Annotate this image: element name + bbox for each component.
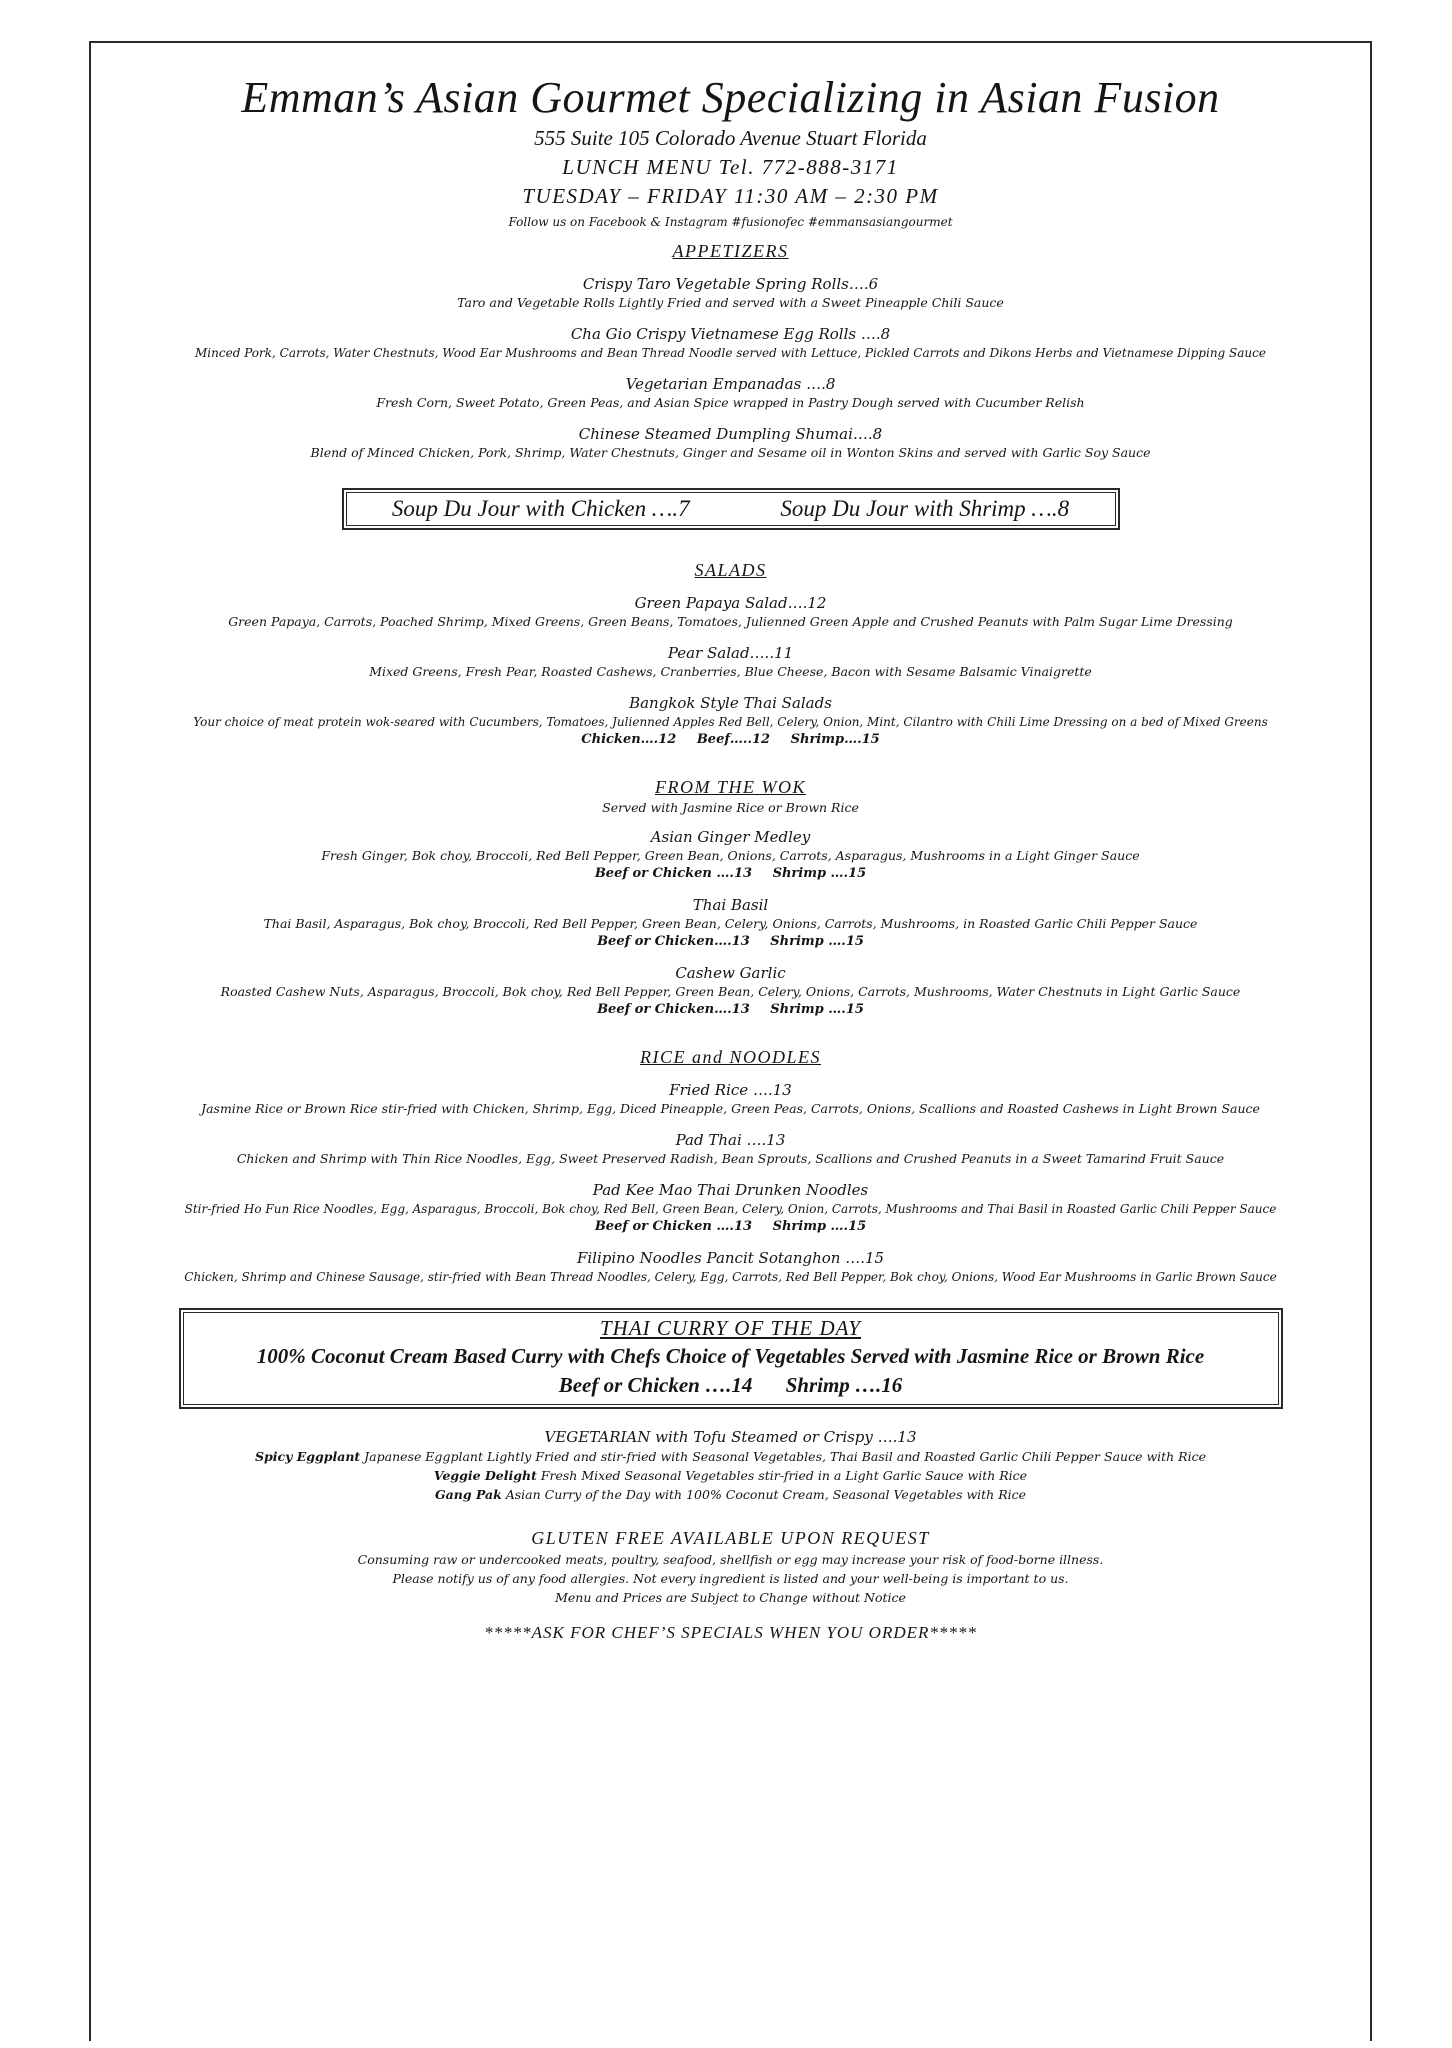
item-description: Jasmine Rice or Brown Rice stir-fried with Chicken, Shrimp, Egg, Diced Pineapple, Green Peas, Carrots, Onions, Scallions and Roasted Cashews in Light Brown Sauce <box>201 1101 1260 1116</box>
item-prices <box>91 1001 1370 1019</box>
price-beef-chicken: Beef or Chicken ….13 <box>594 866 753 881</box>
item-name: Cha Gio Crispy Vietnamese Egg Rolls ….8 <box>570 325 891 343</box>
soup-box <box>342 488 1120 530</box>
item-name: Pad Thai ….13 <box>675 1131 786 1149</box>
item-description: Roasted Cashew Nuts, Asparagus, Broccoli, Bok choy, Red Bell Pepper, Green Bean, Celery, Onions, Carrots, Mushrooms, Water Chestnuts in Light Garlic Sauce <box>220 984 1241 999</box>
item-name: Filipino Noodles Pancit Sotanghon ….15 <box>576 1249 885 1267</box>
price-beef-chicken: Beef or Chicken….13 <box>597 1002 750 1017</box>
item-name: Chinese Steamed Dumpling Shumai….8 <box>578 425 883 443</box>
item-name: Fried Rice ….13 <box>669 1081 792 1099</box>
wok-heading: FROM THE WOK <box>655 777 806 797</box>
menu-item <box>91 425 1370 462</box>
item-name: Asian Ginger Medley <box>650 828 811 846</box>
allergy-notice: Please notify us of any food allergies. Not every ingredient is listed and your well-being is important to us. <box>392 1571 1069 1586</box>
price-shrimp: Shrimp ….15 <box>772 1219 867 1234</box>
menu-item <box>91 694 1370 749</box>
soup-shrimp: Soup Du Jour with Shrimp ….8 <box>780 496 1070 521</box>
price-shrimp: Shrimp….15 <box>790 732 880 747</box>
item-description: Thai Basil, Asparagus, Bok choy, Broccoli, Red Bell Pepper, Green Bean, Celery, Onions, Carrots, Mushrooms, in Roasted Garlic Chili Pepper Sauce <box>263 916 1198 931</box>
price-beef-chicken: Beef or Chicken ….13 <box>594 1219 753 1234</box>
vegetarian-item-text: Asian Curry of the Day with 100% Coconut Cream, Seasonal Vegetables with Rice <box>501 1487 1027 1502</box>
food-safety-notice: Consuming raw or undercooked meats, poultry, seafood, shellfish or egg may increase your risk of food-borne illness. <box>357 1552 1104 1567</box>
menu-item <box>91 644 1370 681</box>
appetizers-heading: APPETIZERS <box>672 241 789 261</box>
vegetarian-item <box>91 1466 1370 1485</box>
menu-item <box>91 1181 1370 1236</box>
vegetarian-heading: VEGETARIAN with Tofu Steamed or Crispy ….13 <box>544 1428 917 1446</box>
price-chicken: Chicken….12 <box>581 732 677 747</box>
price-beef-chicken: Beef or Chicken….13 <box>597 934 750 949</box>
menu-item <box>91 325 1370 362</box>
address: 555 Suite 105 Colorado Avenue Stuart Florida <box>534 126 927 150</box>
price-change-notice: Menu and Prices are Subject to Change without Notice <box>555 1590 906 1605</box>
item-description: Chicken and Shrimp with Thin Rice Noodles, Egg, Sweet Preserved Radish, Bean Sprouts, Scallions and Crushed Peanuts in a Sweet Tamarind Fruit Sauce <box>236 1151 1225 1166</box>
price-shrimp: Shrimp ….15 <box>770 1002 864 1017</box>
price-beef: Beef…..12 <box>696 732 771 747</box>
vegetarian-item <box>91 1447 1370 1466</box>
curry-title: THAI CURRY OF THE DAY <box>600 1316 861 1340</box>
rice-noodles-heading: RICE and NOODLES <box>640 1047 821 1067</box>
item-prices <box>91 865 1370 883</box>
curry-prices <box>184 1371 1278 1400</box>
item-description: Minced Pork, Carrots, Water Chestnuts, Wood Ear Mushrooms and Bean Thread Noodle served with Lettuce, Pickled Carrots and Dikons Herbs and Vietnamese Dipping Sauce <box>195 346 1266 360</box>
menu-telephone: LUNCH MENU Tel. 772-888-3171 <box>562 155 899 179</box>
gluten-free-notice: GLUTEN FREE AVAILABLE UPON REQUEST <box>531 1528 930 1548</box>
menu-item <box>91 964 1370 1019</box>
salads-heading: SALADS <box>694 560 767 580</box>
price-shrimp: Shrimp ….16 <box>785 1373 903 1397</box>
menu-item <box>91 896 1370 951</box>
menu-item <box>91 828 1370 883</box>
item-prices <box>91 1218 1370 1236</box>
item-description: Chicken, Shrimp and Chinese Sausage, stir-fried with Bean Thread Noodles, Celery, Egg, Carrots, Red Bell Pepper, Bok choy, Onions, Wood Ear Mushrooms in Garlic Brown Sauce <box>184 1270 1277 1284</box>
soup-chicken: Soup Du Jour with Chicken ….7 <box>391 496 690 521</box>
item-description: Fresh Ginger, Bok choy, Broccoli, Red Bell Pepper, Green Bean, Onions, Carrots, Asparagus, Mushrooms in a Light Ginger Sauce <box>321 848 1140 863</box>
menu-item <box>91 594 1370 631</box>
item-name: Pad Kee Mao Thai Drunken Noodles <box>592 1181 869 1199</box>
item-name: Crispy Taro Vegetable Spring Rolls….6 <box>582 275 879 293</box>
wok-subtitle: Served with Jasmine Rice or Brown Rice <box>602 800 859 815</box>
item-description: Mixed Greens, Fresh Pear, Roasted Cashews, Cranberries, Blue Cheese, Bacon with Sesame Balsamic Vinaigrette <box>369 664 1092 679</box>
item-name: Bangkok Style Thai Salads <box>629 694 832 712</box>
vegetarian-item <box>91 1485 1370 1504</box>
item-name: Cashew Garlic <box>675 964 786 982</box>
menu-item <box>91 375 1370 412</box>
restaurant-title: Emman’s Asian Gourmet Specializing in Asian Fusion <box>241 73 1220 122</box>
lunch-menu <box>91 44 1370 1643</box>
price-beef-chicken: Beef or Chicken ….14 <box>558 1373 753 1397</box>
item-name: Pear Salad…..11 <box>667 644 794 662</box>
item-description: Taro and Vegetable Rolls Lightly Fried and served with a Sweet Pineapple Chili Sauce <box>457 295 1004 310</box>
thai-curry-box <box>179 1308 1283 1409</box>
item-prices <box>91 731 1370 749</box>
price-shrimp: Shrimp ….15 <box>772 866 867 881</box>
item-description: Fresh Corn, Sweet Potato, Green Peas, and Asian Spice wrapped in Pastry Dough served with Cucumber Relish <box>376 395 1085 410</box>
vegetarian-item-label: Veggie Delight <box>433 1468 537 1483</box>
chef-specials-callout: *****ASK FOR CHEF’S SPECIALS WHEN YOU ORDER***** <box>484 1623 977 1642</box>
item-description: Stir-fried Ho Fun Rice Noodles, Egg, Asparagus, Broccoli, Bok choy, Red Bell, Green Bean, Celery, Onion, Carrots, Mushrooms and Thai Basil in Roasted Garlic Chili Pepper Sauce <box>184 1202 1277 1216</box>
item-name: Green Papaya Salad….12 <box>634 594 827 612</box>
item-description: Green Papaya, Carrots, Poached Shrimp, Mixed Greens, Green Beans, Tomatoes, Julienned Green Apple and Crushed Peanuts with Palm Sugar Lime Dressing <box>228 614 1233 629</box>
curry-description: 100% Coconut Cream Based Curry with Chefs Choice of Vegetables Served with Jasmine Rice or Brown Rice <box>256 1344 1205 1368</box>
social-follow: Follow us on Facebook & Instagram #fusionofec #emmansasiangourmet <box>508 215 953 229</box>
price-shrimp: Shrimp ….15 <box>770 934 864 949</box>
item-description: Blend of Minced Chicken, Pork, Shrimp, Water Chestnuts, Ginger and Sesame oil in Wonton Skins and served with Garlic Soy Sauce <box>310 445 1151 460</box>
opening-hours: TUESDAY – FRIDAY 11:30 AM – 2:30 PM <box>522 184 939 208</box>
vegetarian-item-label: Gang Pak <box>434 1487 502 1502</box>
menu-item <box>91 1131 1370 1168</box>
vegetarian-item-label: Spicy Eggplant <box>254 1449 361 1464</box>
item-description: Your choice of meat protein wok-seared with Cucumbers, Tomatoes, Julienned Apples Red Bell, Celery, Onion, Mint, Cilantro with Chili Lime Dressing on a bed of Mixed Greens <box>193 715 1268 729</box>
item-prices <box>91 933 1370 951</box>
vegetarian-item-text: Japanese Eggplant Lightly Fried and stir-fried with Seasonal Vegetables, Thai Basil and Roasted Garlic Chili Pepper Sauce with Rice <box>360 1449 1206 1464</box>
item-name: Thai Basil <box>692 896 769 914</box>
menu-item <box>91 1249 1370 1286</box>
item-name: Vegetarian Empanadas ….8 <box>625 375 836 393</box>
menu-item <box>91 1081 1370 1118</box>
vegetarian-item-text: Fresh Mixed Seasonal Vegetables stir-fried in a Light Garlic Sauce with Rice <box>536 1468 1028 1483</box>
menu-item <box>91 275 1370 312</box>
